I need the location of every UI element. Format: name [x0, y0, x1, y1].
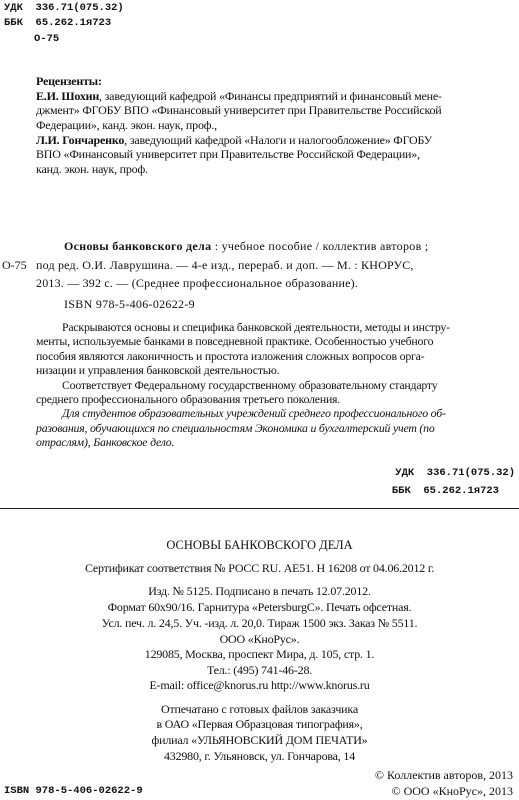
imprint-phone: Тел.: (495) 741-46-28. [206, 663, 313, 677]
imprint-sheets: Усл. печ. л. 24,5. Уч. -изд. л. 20,0. Тираж 1500 экз. Заказ № 5511. [101, 616, 418, 630]
reviewers-heading: Рецензенты: [36, 74, 102, 88]
reviewer-2-text-2: ВПО «Финансовый университет при Правительстве Российской Федерации», [36, 147, 420, 162]
printer-line-2: в ОАО «Первая Образцовая типография», [156, 717, 363, 731]
top-udk-label: УДК [4, 2, 23, 14]
annotation-p1-l3: пособия являются лаконичность и простота изложения сложных вопросов орга- [36, 348, 425, 363]
bib-isbn: ISBN 978-5-406-02622-9 [64, 297, 195, 311]
bib-line-1-rest: : учебное пособие / коллектив авторов ; [211, 239, 429, 253]
imprint-title: ОСНОВЫ БАНКОВСКОГО ДЕЛА [166, 538, 353, 552]
top-author-mark: О-75 [34, 33, 60, 45]
bottom-bbk [392, 485, 499, 498]
bottom-udk-value: 336.71(075.32) [426, 467, 515, 479]
annotation-p1-l4: низации и управления банковской деятельностью. [36, 363, 280, 378]
annotation-block [36, 320, 516, 450]
copyright-authors: © Коллектив авторов, 2013 [374, 768, 513, 782]
imprint-publication: Изд. № 5125. Подписано в печать 12.07.2012. [148, 584, 371, 598]
top-bbk-value: 65.262.1я723 [35, 17, 112, 29]
footer-isbn: ISBN 978-5-406-02622-9 [4, 785, 143, 797]
annotation-p3-l1: Для студентов образовательных учреждений среднего профессионального об- [62, 406, 446, 421]
bottom-bbk-label: ББК [391, 485, 411, 497]
annotation-p3-l3: отраслям), Банковское дело. [36, 435, 175, 450]
bib-margin-mark: О-75 [2, 258, 27, 272]
reviewer-2-text-3: канд. экон. наук, проф. [36, 161, 148, 176]
printer-line-1: Отпечатано с готовых файлов заказчика [161, 702, 358, 716]
imprint-certificate: Сертификат соответствия № РОСС RU. АЕ51. Н 16208 от 04.06.2012 г. [84, 561, 435, 575]
bottom-bbk-value: 65.262.1я723 [423, 485, 499, 497]
bib-title: Основы банковского дела [64, 239, 212, 253]
top-udk [4, 2, 124, 15]
reviewer-1-text-2: джмент» ФГОБУ ВПО «Финансовый университет при Правительстве Российской [36, 103, 442, 118]
reviewer-1-name: Е.И. Шохин [36, 88, 100, 103]
annotation-p3-l2: разования, обучающихся по специальностям Экономика и бухгалтерский учет (по [36, 420, 435, 435]
imprint-address: 129085, Москва, проспект Мира, д. 105, стр. 1. [144, 647, 375, 661]
separator-line [0, 508, 519, 509]
bib-line-3: 2013. — 392 с. — (Среднее профессиональное образование). [36, 276, 359, 290]
copyright-publisher: © ООО «КноРус», 2013 [391, 784, 513, 798]
top-udk-value: 336.71(075.32) [35, 2, 124, 14]
top-bbk [4, 17, 111, 30]
reviewer-2-text-1: , заведующий кафедрой «Налоги и налогообложение» ФГОБУ [124, 132, 433, 147]
printer-line-4: 432980, г. Ульяновск, ул. Гончарова, 14 [163, 749, 356, 763]
annotation-p2-l1: Соответствует Федеральному государственному образовательному стандарту [62, 377, 438, 392]
annotation-p2-l2: среднего профессионального образования третьего поколения. [36, 391, 341, 406]
top-bbk-label: ББК [4, 17, 23, 29]
annotation-p1-l1: Раскрываются основы и специфика банковской деятельности, методы и инстру- [62, 320, 450, 334]
imprint-publisher: ООО «КноРус». [219, 632, 300, 646]
imprint-email: E-mail: office@knorus.ru http://www.knorus.ru [149, 678, 370, 692]
bib-line-1 [64, 239, 516, 254]
bib-line-2: под ред. О.И. Лаврушина. — 4-е изд., перераб. и доп. — М. : КНОРУС, [36, 258, 414, 272]
reviewer-1-text-1: , заведующий кафедрой «Финансы предприятий и финансовый мене- [99, 88, 442, 103]
reviewers-block [36, 74, 512, 176]
reviewer-2-name: Л.И. Гончаренко [36, 132, 125, 147]
bottom-udk-label: УДК [395, 467, 415, 479]
bottom-udk [395, 467, 515, 480]
imprint-format: Формат 60х90/16. Гарнитура «PetersburgC». Печать офсетная. [107, 600, 412, 614]
reviewer-1-text-3: Федерации», канд. экон. наук, проф., [36, 117, 217, 132]
annotation-p1-l2: менты, используемые банками в повседневной практике. Особенностью учебного [36, 334, 434, 349]
printer-line-3: филиал «УЛЬЯНОВСКИЙ ДОМ ПЕЧАТИ» [151, 733, 368, 747]
